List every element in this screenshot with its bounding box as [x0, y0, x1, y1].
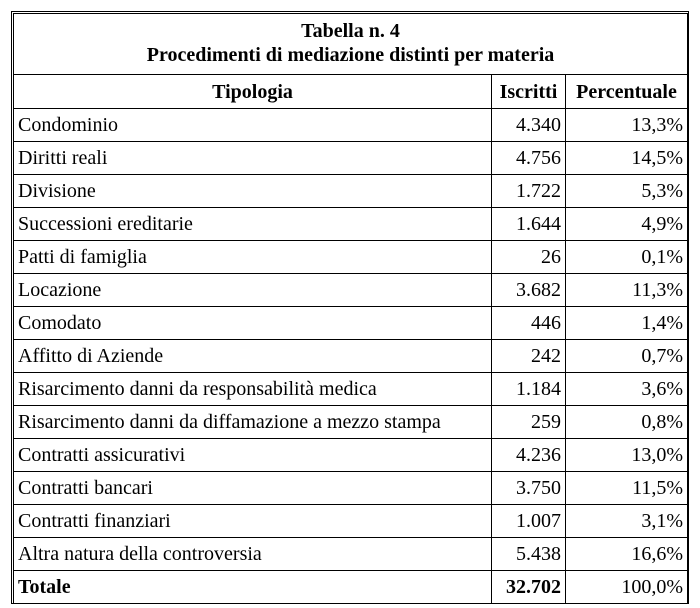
row-label: Affitto di Aziende [14, 340, 492, 373]
row-iscritti: 4.236 [492, 439, 566, 472]
row-percentuale: 16,6% [566, 538, 688, 571]
row-iscritti: 1.644 [492, 208, 566, 241]
row-label: Risarcimento danni da diffamazione a mezzo stampa [14, 406, 492, 439]
table-title-row [14, 14, 688, 75]
row-label: Patti di famiglia [14, 241, 492, 274]
row-label: Diritti reali [14, 142, 492, 175]
row-label: Contratti assicurativi [14, 439, 492, 472]
row-percentuale: 1,4% [566, 307, 688, 340]
row-label: Condominio [14, 109, 492, 142]
table-total-row [14, 571, 688, 604]
table-row [14, 241, 688, 274]
header-percentuale: Percentuale [566, 75, 688, 109]
row-label: Altra natura della controversia [14, 538, 492, 571]
mediation-table-container [13, 13, 687, 604]
table-row [14, 274, 688, 307]
row-percentuale: 5,3% [566, 175, 688, 208]
table-row [14, 307, 688, 340]
row-percentuale: 4,9% [566, 208, 688, 241]
row-percentuale: 3,1% [566, 505, 688, 538]
header-iscritti: Iscritti [492, 75, 566, 109]
table-row [14, 175, 688, 208]
table-row [14, 208, 688, 241]
row-iscritti: 4.756 [492, 142, 566, 175]
table-title [14, 14, 688, 75]
table-title-line1: Tabella n. 4 [301, 20, 400, 42]
header-tipologia: Tipologia [14, 75, 492, 109]
row-label: Comodato [14, 307, 492, 340]
row-label: Contratti finanziari [14, 505, 492, 538]
row-percentuale: 13,0% [566, 439, 688, 472]
row-percentuale: 0,8% [566, 406, 688, 439]
table-row [14, 439, 688, 472]
row-label: Risarcimento danni da responsabilità medica [14, 373, 492, 406]
row-iscritti: 259 [492, 406, 566, 439]
row-iscritti: 26 [492, 241, 566, 274]
table-title-line2: Procedimenti di mediazione distinti per materia [146, 44, 555, 66]
table-row [14, 472, 688, 505]
row-iscritti: 5.438 [492, 538, 566, 571]
row-percentuale: 14,5% [566, 142, 688, 175]
table-row [14, 373, 688, 406]
total-percentuale: 100,0% [566, 571, 688, 604]
row-percentuale: 0,7% [566, 340, 688, 373]
table-row [14, 505, 688, 538]
row-label: Successioni ereditarie [14, 208, 492, 241]
row-percentuale: 13,3% [566, 109, 688, 142]
table-row [14, 406, 688, 439]
row-iscritti: 1.722 [492, 175, 566, 208]
row-percentuale: 11,5% [566, 472, 688, 505]
row-percentuale: 0,1% [566, 241, 688, 274]
total-iscritti: 32.702 [492, 571, 566, 604]
table-header-row [14, 75, 688, 109]
row-iscritti: 242 [492, 340, 566, 373]
total-label: Totale [14, 571, 492, 604]
table-row [14, 142, 688, 175]
row-label: Divisione [14, 175, 492, 208]
table-row [14, 340, 688, 373]
row-percentuale: 11,3% [566, 274, 688, 307]
row-iscritti: 446 [492, 307, 566, 340]
row-iscritti: 3.682 [492, 274, 566, 307]
table-row [14, 538, 688, 571]
row-iscritti: 1.184 [492, 373, 566, 406]
row-label: Contratti bancari [14, 472, 492, 505]
mediation-table [13, 13, 688, 604]
table-row [14, 109, 688, 142]
row-iscritti: 4.340 [492, 109, 566, 142]
row-percentuale: 3,6% [566, 373, 688, 406]
row-iscritti: 1.007 [492, 505, 566, 538]
row-iscritti: 3.750 [492, 472, 566, 505]
row-label: Locazione [14, 274, 492, 307]
